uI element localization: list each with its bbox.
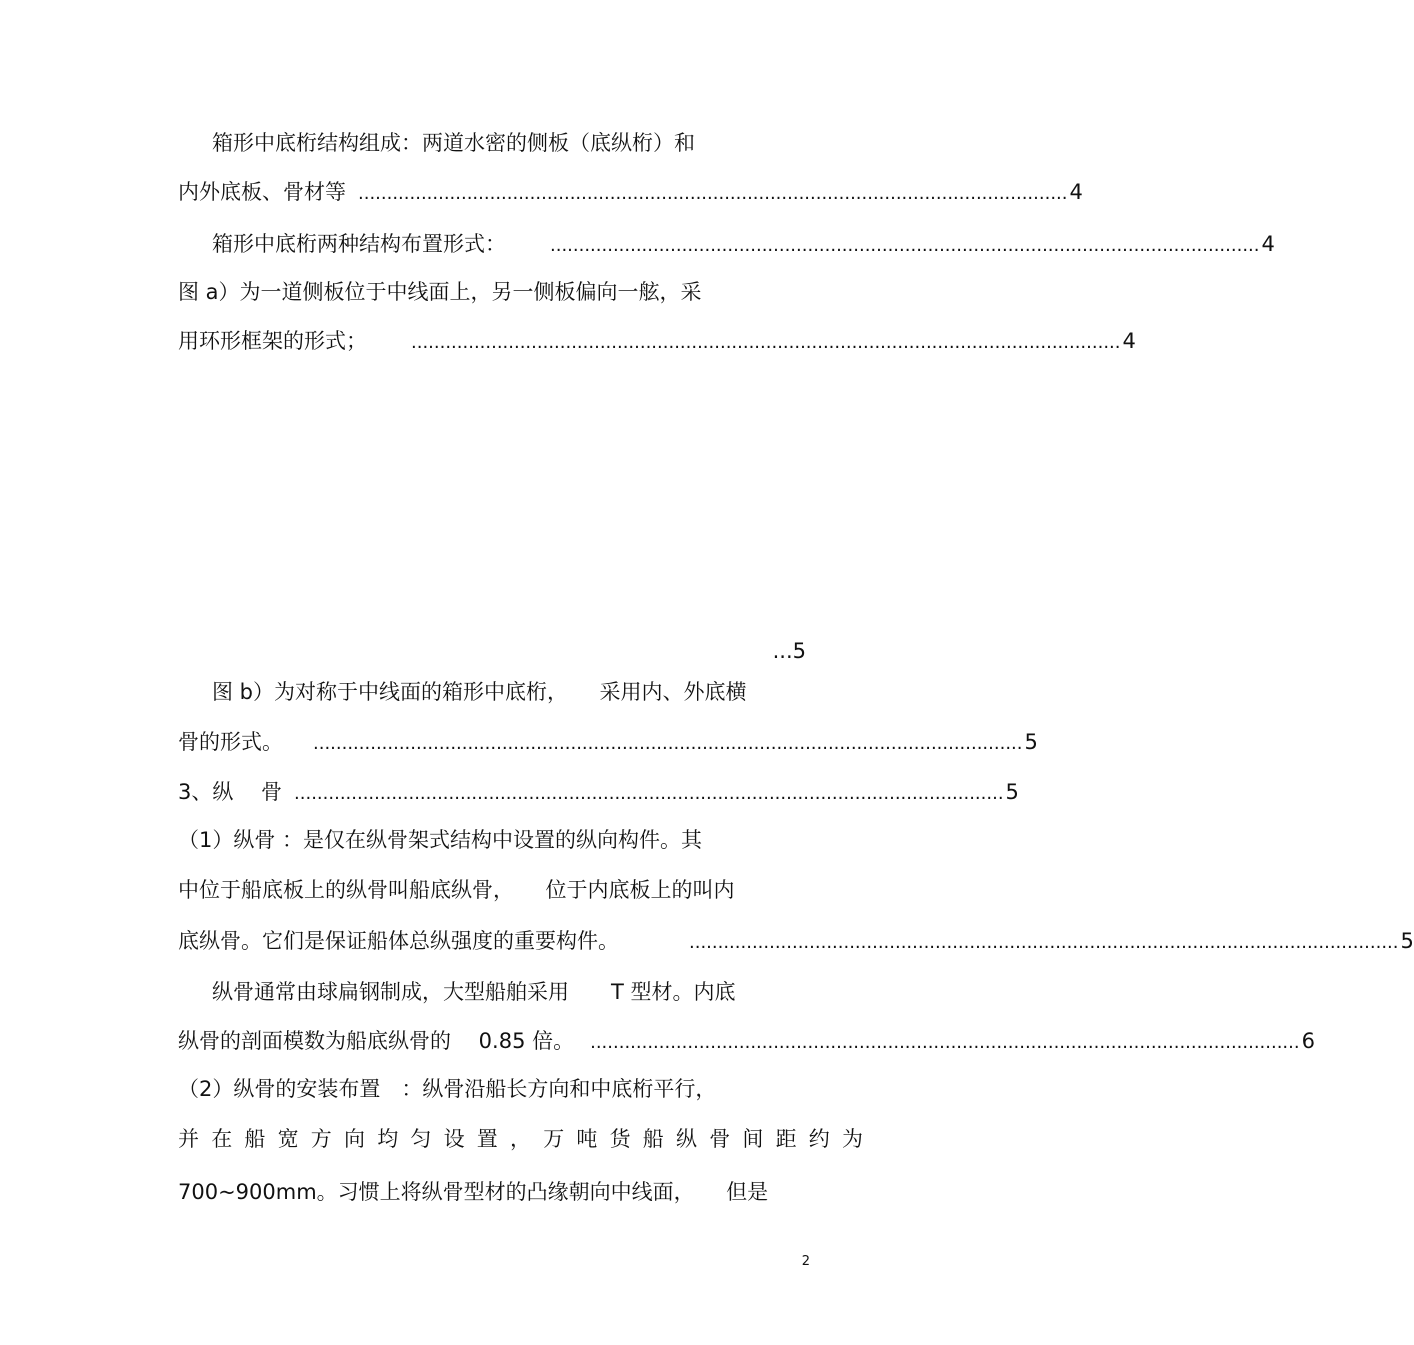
toc-line-arrangement: （2）纵骨的安装布置 ：纵骨沿船长方向和中底桁平行， — [178, 1077, 717, 1101]
page-ref: 6 — [1301, 1029, 1315, 1053]
leader-dots: ............................................................................................................................ — [590, 1032, 1300, 1053]
page-ref: 4 — [1122, 329, 1136, 353]
page-ref: 5 — [1400, 929, 1414, 953]
leader-dots: ............................................................................................................................ — [550, 235, 1260, 256]
toc-line-arrangement-2: 并在船宽方向均匀设置，万吨货船纵骨间距约为 — [178, 1127, 876, 1151]
page-ref: 5 — [1024, 730, 1038, 754]
toc-line-bulb-flat: 纵骨通常由球扁钢制成，大型船舶采用 T 型材。内底 — [212, 980, 736, 1004]
toc-entry-two-layouts[interactable]: 箱形中底桁两种结构布置形式： ............................................................................................................................ 4 — [212, 229, 806, 259]
page-number: 2 — [801, 1254, 810, 1269]
toc-entry-longitudinals[interactable]: 3、纵 骨 ............................................................................................................................ 5 — [178, 777, 806, 807]
page-ref: 5 — [1005, 780, 1019, 804]
toc-line-longitudinal-def-2: 中位于船底板上的纵骨叫船底纵骨， 位于内底板上的叫内 — [178, 878, 735, 902]
toc-entry-figure-a[interactable]: 用环形框架的形式； ............................................................................................................................ 4 — [178, 326, 806, 356]
toc-line-figure-b: 图 b）为对称于中线面的箱形中底桁， 采用内、外底横 — [212, 680, 747, 704]
toc-line-box-girder-composition: 箱形中底桁结构组成：两道水密的侧板（底纵桁）和 — [212, 131, 695, 155]
leader-dots: ............................................................................................................................ — [689, 932, 1399, 953]
leader-dots: ............................................................................................................................ — [411, 332, 1121, 353]
toc-entry-section-modulus[interactable]: 纵骨的剖面模数为船底纵骨的 0.85 倍。 ............................................................................................................................ 6 — [178, 1026, 806, 1056]
leader-dots: ............................................................................................................................ — [294, 783, 1004, 804]
toc-line-figure-a: 图 a）为一道侧板位于中线面上，另一侧板偏向一舷，采 — [178, 280, 702, 304]
leader-dots: ............................................................................................................................ — [358, 183, 1068, 204]
toc-entry-longitudinal-def[interactable]: 底纵骨。它们是保证船体总纵强度的重要构件。 ............................................................................................................................ 5 — [178, 926, 806, 956]
toc-entry-figure-b[interactable]: 骨的形式。 ............................................................................................................................ 5 — [178, 727, 806, 757]
toc-entry-continuation[interactable]: ...5 — [772, 639, 806, 663]
toc-line-longitudinal-def: （1）纵骨 ：是仅在纵骨架式结构中设置的纵向构件。其 — [178, 828, 703, 852]
leader-dots: ............................................................................................................................ — [313, 733, 1023, 754]
toc-line-arrangement-3: 700~900mm。习惯上将纵骨型材的凸缘朝向中线面， 但是 — [178, 1180, 769, 1204]
toc-entry-box-girder-composition[interactable]: 内外底板、骨材等 ............................................................................................................................ 4 — [178, 177, 806, 207]
page-ref: 4 — [1069, 180, 1083, 204]
page-ref: 4 — [1261, 232, 1275, 256]
